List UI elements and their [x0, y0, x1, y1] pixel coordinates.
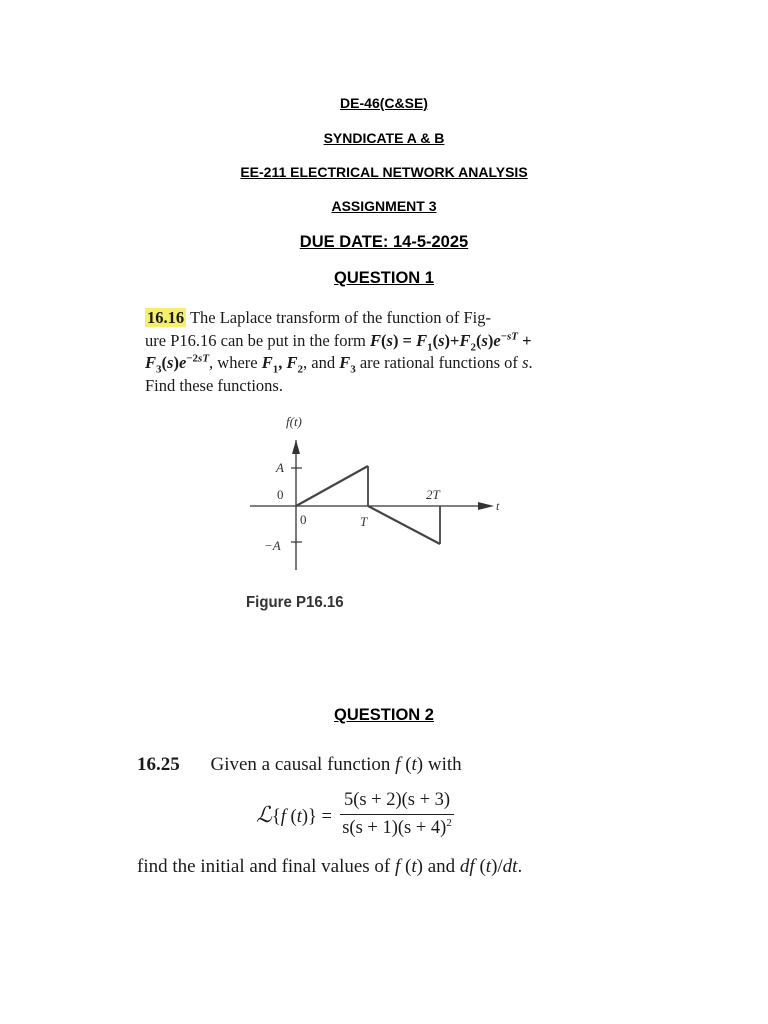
x-axis-label: t [496, 499, 500, 513]
doc-code: DE-46(C&SE) [340, 95, 428, 111]
problem-text-line4: Find these functions. [145, 375, 283, 395]
assignment-title: ASSIGNMENT 3 [331, 198, 437, 214]
laplace-fraction [340, 790, 454, 839]
label-zero-y: 0 [277, 487, 284, 502]
label-zero-x: 0 [300, 512, 307, 527]
fraction-numerator: 5(s + 2)(s + 3) [340, 790, 454, 815]
course-title: EE-211 ELECTRICAL NETWORK ANALYSIS [240, 164, 528, 180]
problem-number: 16.25 [137, 754, 180, 775]
figure-p16-16 [250, 410, 520, 590]
problem-16-25-closing: find the initial and final values of f (t) and df (t)/dt. [137, 856, 523, 877]
label-minus-A: −A [264, 538, 281, 553]
x-axis-arrow [478, 502, 494, 510]
fraction-denominator: $s(s + 1)(s + 4)^2$ [342, 816, 452, 838]
y-axis-label: f(t) [286, 414, 302, 429]
due-date: DUE DATE: 14-5-2025 [299, 233, 469, 251]
y-axis-arrow [292, 440, 300, 454]
problem-number-highlighted: 16.16 [147, 308, 185, 327]
question2-heading: QUESTION 2 [334, 706, 434, 724]
label-A: A [276, 460, 284, 475]
waveform-ramp-up [296, 466, 368, 506]
laplace-equation [256, 790, 454, 839]
question1-heading: QUESTION 1 [334, 269, 434, 287]
laplace-lhs: ℒ{f (t)} = [256, 801, 332, 827]
problem-text-line2: ure P16.16 can be put in the form $F(s) = F_1(s)+F_2(s)e^{-sT}$ + [145, 330, 532, 353]
waveform-ramp-down [368, 506, 440, 544]
figure-caption: Figure P16.16 [246, 593, 344, 612]
label-T: T [360, 514, 368, 529]
problem-16-16-text [145, 307, 615, 397]
label-2T: 2T [426, 487, 440, 502]
problem-text-line3: $F_3(s)e^{-2sT}$, where $F_1$, $F_2$, and $F_3$ are rational functions of s. [145, 352, 533, 376]
syndicate-line: SYNDICATE A & B [323, 130, 445, 146]
problem-16-25-intro: 16.25 Given a causal function f (t) with [137, 754, 462, 775]
problem-text-line1: The Laplace transform of the function of Fig- [189, 308, 491, 327]
